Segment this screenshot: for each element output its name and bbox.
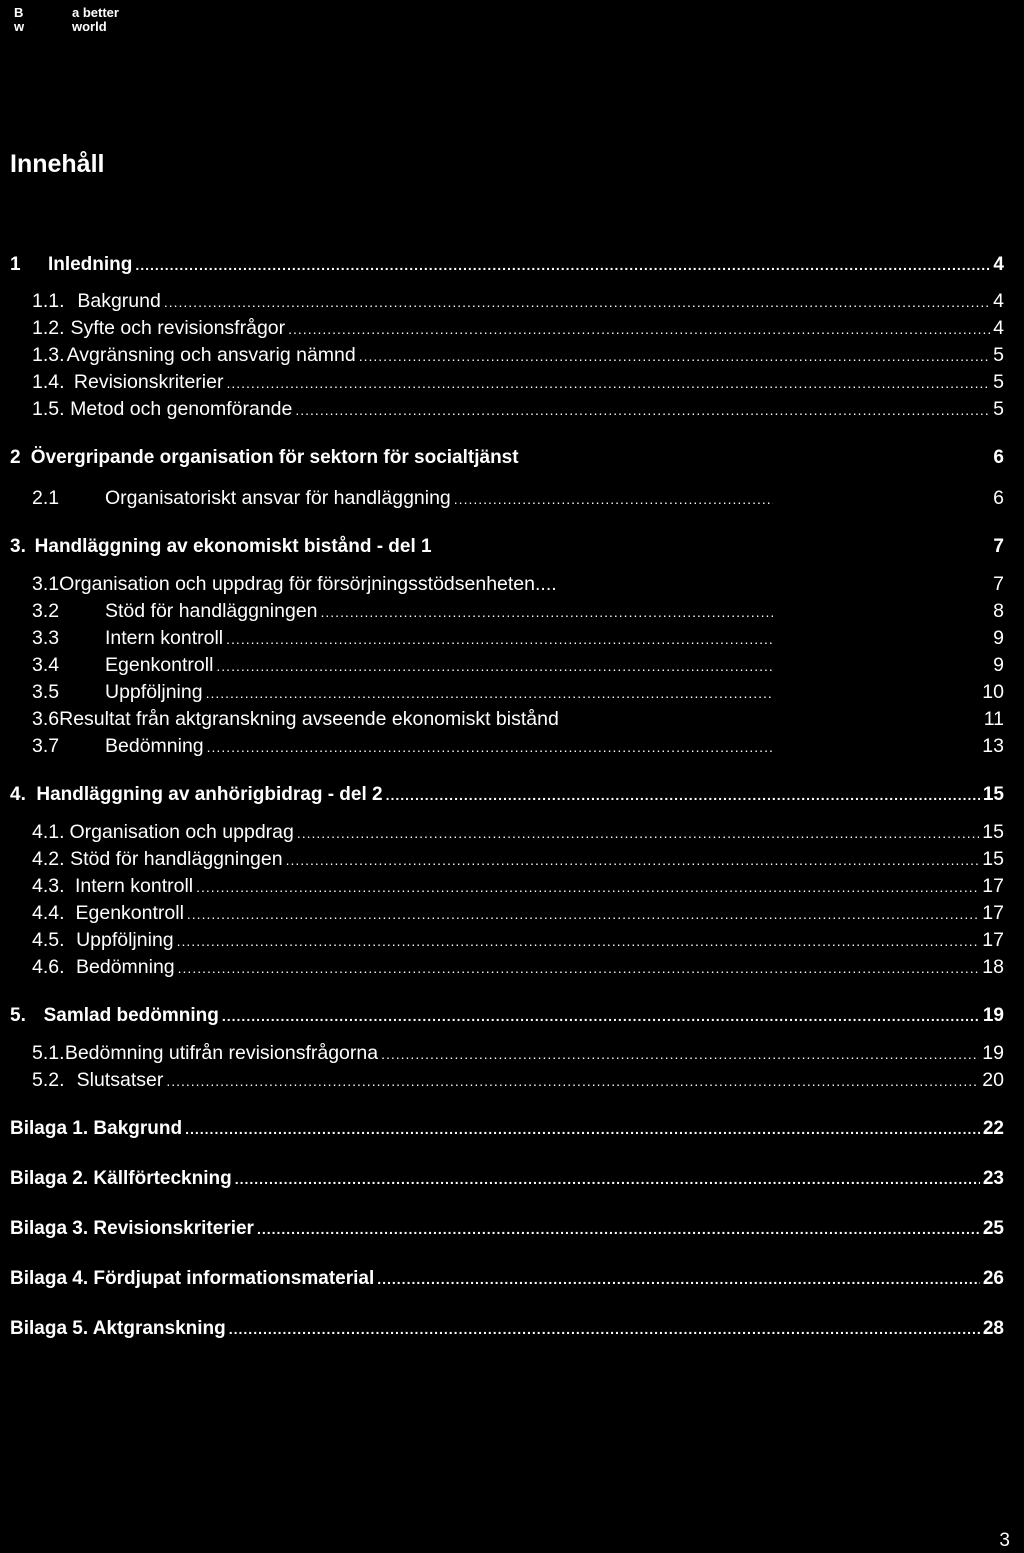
toc-leader-dots — [359, 348, 990, 364]
toc-number: 4.1. — [32, 821, 65, 843]
toc-leader-dots — [229, 1321, 980, 1337]
toc-page-number: 15 — [982, 848, 1004, 870]
toc-page-number: 9 — [993, 627, 1004, 649]
toc-label: Bilaga 5. Aktgranskning — [10, 1318, 226, 1339]
toc-leader-dots — [178, 960, 980, 976]
toc-label: Organisatoriskt ansvar för handläggning — [105, 487, 451, 509]
toc-leader-dots — [226, 631, 773, 647]
toc-label: Uppföljning — [76, 929, 174, 951]
toc-page-number: 5 — [993, 398, 1004, 420]
toc-subsection-entry[interactable] — [32, 929, 1004, 952]
toc-appendix-entry[interactable] — [10, 1118, 1004, 1140]
toc-page-number: 11 — [983, 708, 1004, 730]
toc-leader-dots — [286, 852, 980, 868]
toc-appendix-entry[interactable] — [10, 1318, 1004, 1340]
toc-subsection-entry[interactable] — [32, 600, 1004, 623]
toc-number: 3.1 — [32, 573, 60, 595]
toc-number: 2.1 — [32, 487, 60, 509]
toc-page-number: 15 — [982, 821, 1004, 843]
toc-page-number: 5 — [993, 344, 1004, 366]
toc-page-number: 26 — [982, 1268, 1004, 1289]
toc-number: 1.5. — [32, 398, 65, 420]
toc-leader-dots — [288, 321, 990, 337]
toc-leader-dots — [454, 491, 773, 507]
toc-page-number: 6 — [993, 487, 1004, 509]
toc-page-number: 7 — [993, 573, 1004, 595]
toc-label: Bakgrund — [77, 290, 161, 312]
toc-number: 4.4. — [32, 902, 65, 924]
toc-subsection-entry[interactable] — [32, 902, 1004, 925]
toc-subsection-entry[interactable] — [32, 1042, 1004, 1065]
toc-number: 1 — [10, 254, 21, 275]
toc-number: 3.4 — [32, 654, 60, 676]
toc-subsection-entry[interactable] — [32, 956, 1004, 979]
toc-page-number: 18 — [982, 956, 1004, 978]
toc-appendix-entry[interactable] — [10, 1218, 1004, 1240]
toc-leader-dots — [386, 787, 980, 803]
toc-label: Samlad bedömning — [43, 1005, 219, 1026]
toc-label: Organisation och uppdrag för försörjningsstödsenheten.... — [59, 573, 557, 595]
toc-number: 5.1. — [32, 1042, 65, 1064]
toc-number: 3.3 — [32, 627, 60, 649]
toc-leader-dots — [185, 1121, 980, 1137]
toc-number: 3.2 — [32, 600, 60, 622]
toc-label: Bilaga 2. Källförteckning — [10, 1168, 232, 1189]
toc-leader-dots — [177, 933, 980, 949]
toc-label: Inledning — [47, 254, 133, 275]
toc-number: 4.5. — [32, 929, 65, 951]
toc-page-number: 19 — [982, 1005, 1004, 1026]
toc-subsection-entry[interactable] — [32, 708, 1004, 731]
toc-subsection-entry[interactable] — [32, 487, 1004, 510]
toc-label: Bilaga 1. Bakgrund — [10, 1118, 183, 1139]
toc-label: Övergripande organisation för sektorn för socialtjänst — [30, 447, 519, 468]
toc-subsection-entry[interactable] — [32, 573, 1004, 596]
toc-leader-dots — [135, 257, 990, 273]
toc-leader-dots — [216, 658, 772, 674]
toc-subsection-entry[interactable] — [32, 821, 1004, 844]
toc-leader-dots — [297, 825, 979, 841]
page-number: 3 — [999, 1530, 1010, 1551]
toc-section-entry[interactable] — [10, 1005, 1004, 1027]
toc-page-number: 25 — [982, 1218, 1004, 1239]
toc-label: Bedömning — [105, 735, 204, 757]
toc-page-number: 28 — [982, 1318, 1004, 1339]
toc-number: 1.3. — [32, 344, 65, 366]
logo-mark: B — [14, 5, 24, 20]
toc-page-number: 4 — [993, 290, 1004, 312]
toc-label: Revisionskriterier — [73, 371, 224, 393]
toc-page-number: 23 — [982, 1168, 1004, 1189]
toc-leader-dots — [321, 604, 773, 620]
toc-leader-dots — [226, 375, 990, 391]
toc-leader-dots — [187, 906, 979, 922]
toc-label: Metod och genomförande — [70, 398, 293, 420]
toc-subsection-entry[interactable] — [32, 654, 1004, 677]
toc-label: Organisation och uppdrag — [69, 821, 294, 843]
toc-leader-dots — [295, 402, 990, 418]
toc-page-number: 4 — [993, 317, 1004, 339]
toc-number: 5.2. — [32, 1069, 65, 1091]
toc-subsection-entry[interactable] — [32, 290, 1004, 313]
toc-page-number: 7 — [993, 536, 1004, 557]
toc-label: Resultat från aktgranskning avseende ekonomiskt bistånd — [59, 708, 559, 730]
logo-mark: w — [14, 19, 25, 34]
toc-label: Bilaga 3. Revisionskriterier — [10, 1218, 254, 1239]
toc-label: Syfte och revisionsfrågor — [70, 317, 286, 339]
logo — [14, 6, 119, 34]
toc-page-number: 19 — [982, 1042, 1004, 1064]
toc-subsection-entry[interactable] — [32, 1069, 1004, 1092]
toc-section-entry[interactable] — [10, 447, 1004, 469]
toc-page-number: 5 — [993, 371, 1004, 393]
toc-label: Handläggning av anhörigbidrag - del 2 — [36, 784, 383, 805]
toc-page-number: 13 — [982, 735, 1004, 757]
toc-subsection-entry[interactable] — [32, 848, 1004, 871]
toc-label: Avgränsning och ansvarig nämnd — [66, 344, 356, 366]
toc-number: 3.5 — [32, 681, 60, 703]
toc-label: Handläggning av ekonomiskt bistånd - del 1 — [34, 536, 432, 557]
toc-label: Slutsatser — [76, 1069, 164, 1091]
toc-leader-dots — [257, 1221, 980, 1237]
toc-leader-dots — [377, 1271, 980, 1287]
toc-number: 4.3. — [32, 875, 65, 897]
toc-leader-dots — [164, 294, 990, 310]
toc-section-entry[interactable] — [10, 254, 1004, 276]
toc-appendix-entry[interactable] — [10, 1268, 1004, 1290]
toc-leader-dots — [381, 1046, 979, 1062]
toc-page-number: 6 — [993, 447, 1004, 468]
toc-label: Uppföljning — [105, 681, 203, 703]
toc-leader-dots — [207, 739, 773, 755]
toc-page-number: 22 — [982, 1118, 1004, 1139]
toc-label: Egenkontroll — [105, 654, 214, 676]
toc-subsection-entry[interactable] — [32, 317, 1004, 340]
toc-subsection-entry[interactable] — [32, 681, 1004, 704]
toc-number: 3.7 — [32, 735, 60, 757]
logo-tagline: world — [72, 19, 107, 34]
toc-label: Stöd för handläggningen — [105, 600, 318, 622]
toc-section-entry[interactable] — [10, 536, 1004, 558]
toc-page-number: 17 — [982, 875, 1004, 897]
logo-tagline: a better — [72, 5, 119, 20]
toc-number: 4.2. — [32, 848, 65, 870]
toc-appendix-entry[interactable] — [10, 1168, 1004, 1190]
toc-section-entry[interactable] — [10, 784, 1004, 806]
toc-page-number: 4 — [993, 254, 1004, 275]
toc-subsection-entry[interactable] — [32, 371, 1004, 394]
page-title: Innehåll — [10, 150, 105, 178]
toc-page-number: 10 — [982, 681, 1004, 703]
toc-page-number: 17 — [982, 902, 1004, 924]
toc-leader-dots — [196, 879, 979, 895]
toc-label: Bilaga 4. Fördjupat informationsmaterial — [10, 1268, 375, 1289]
toc-label: Egenkontroll — [75, 902, 184, 924]
toc-page-number: 8 — [993, 600, 1004, 622]
toc-page-number: 17 — [982, 929, 1004, 951]
toc-subsection-entry[interactable] — [32, 398, 1004, 421]
toc-number: 3. — [10, 536, 26, 557]
toc-number: 4. — [10, 784, 26, 805]
toc-page-number: 15 — [982, 784, 1004, 805]
toc-number: 1.4. — [32, 371, 65, 393]
toc-leader-dots — [235, 1171, 980, 1187]
toc-page-number: 20 — [982, 1069, 1004, 1091]
toc-leader-dots — [166, 1073, 979, 1089]
toc-page-number: 9 — [993, 654, 1004, 676]
toc-leader-dots — [206, 685, 773, 701]
toc-label: Stöd för handläggningen — [70, 848, 283, 870]
toc-number: 1.2. — [32, 317, 65, 339]
toc-subsection-entry[interactable] — [32, 344, 1004, 367]
toc-label: Intern kontroll — [105, 627, 224, 649]
toc-label: Bedömning — [76, 956, 175, 978]
toc-number: 5. — [10, 1005, 26, 1026]
toc-number: 2 — [10, 447, 21, 468]
toc-subsection-entry[interactable] — [32, 735, 1004, 758]
toc-number: 4.6. — [32, 956, 65, 978]
toc-number: 3.6 — [32, 708, 60, 730]
toc-number: 1.1. — [32, 290, 65, 312]
toc-leader-dots — [222, 1008, 980, 1024]
toc-label: Bedömning utifrån revisionsfrågorna — [64, 1042, 379, 1064]
toc-subsection-entry[interactable] — [32, 875, 1004, 898]
toc-label: Intern kontroll — [74, 875, 194, 897]
toc-subsection-entry[interactable] — [32, 627, 1004, 650]
